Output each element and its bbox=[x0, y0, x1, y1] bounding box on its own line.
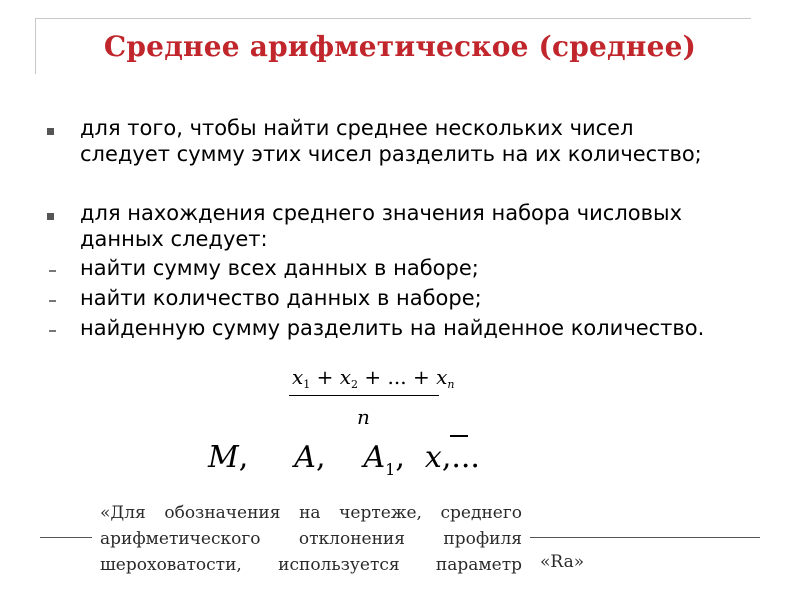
plus-ellipsis: + ... + bbox=[358, 365, 437, 389]
symbol-m: M bbox=[208, 440, 239, 475]
var-x2: x bbox=[339, 365, 352, 389]
dash-icon bbox=[49, 300, 56, 302]
step-2: найти количество данных в наборе; bbox=[80, 286, 482, 310]
notation-row bbox=[208, 440, 480, 479]
quote-line-1: «Для обозначения на чертеже, среднего bbox=[100, 503, 522, 523]
quote-block bbox=[100, 500, 522, 578]
divider-right bbox=[530, 537, 760, 538]
divider-left bbox=[40, 537, 92, 538]
comma: , bbox=[395, 440, 405, 475]
sub-1: 1 bbox=[385, 460, 396, 479]
symbol-a1: A bbox=[363, 440, 386, 475]
sub-2: 2 bbox=[351, 378, 359, 391]
symbol-x-bar: x bbox=[424, 440, 442, 475]
step-1: найти сумму всех данных в наборе; bbox=[80, 256, 479, 280]
sub-1: 1 bbox=[303, 378, 311, 391]
bullet-1-line-1: для того, чтобы найти среднее нескольких чисел bbox=[80, 116, 634, 140]
comma: , bbox=[315, 440, 326, 475]
var-x1: x bbox=[292, 365, 304, 389]
dash-icon bbox=[49, 270, 56, 272]
step-3: найденную сумму разделить на найденное количество. bbox=[80, 316, 705, 340]
bullet-1-line-2: следует сумму этих чисел разделить на их количество; bbox=[80, 142, 702, 166]
formula-denominator: n bbox=[357, 405, 370, 429]
ellipsis: ,... bbox=[441, 440, 480, 475]
plus-sign: + bbox=[310, 365, 340, 389]
bullet-square-icon bbox=[47, 213, 54, 220]
symbol-a: A bbox=[294, 440, 316, 475]
slide-title: Среднее арифметическое (среднее) bbox=[103, 30, 697, 63]
dash-icon bbox=[49, 330, 56, 332]
var-xn: x bbox=[436, 365, 448, 389]
bullet-2-line-1: для нахождения среднего значения набора числовых bbox=[80, 201, 682, 225]
sub-n: n bbox=[447, 378, 455, 391]
quote-line-3: шероховатости, используется параметр bbox=[100, 555, 522, 575]
bullet-2-line-2: данных следует: bbox=[80, 227, 268, 251]
bullet-square-icon bbox=[47, 128, 54, 135]
formula-numerator bbox=[292, 365, 454, 389]
slide-frame-top bbox=[35, 18, 751, 19]
comma: , bbox=[238, 440, 249, 475]
x-bar-overline bbox=[450, 435, 468, 437]
quote-line-2: арифметического отклонения профиля bbox=[100, 529, 522, 549]
quote-param-ra: «Ra» bbox=[540, 552, 585, 572]
fraction-bar bbox=[289, 395, 439, 396]
